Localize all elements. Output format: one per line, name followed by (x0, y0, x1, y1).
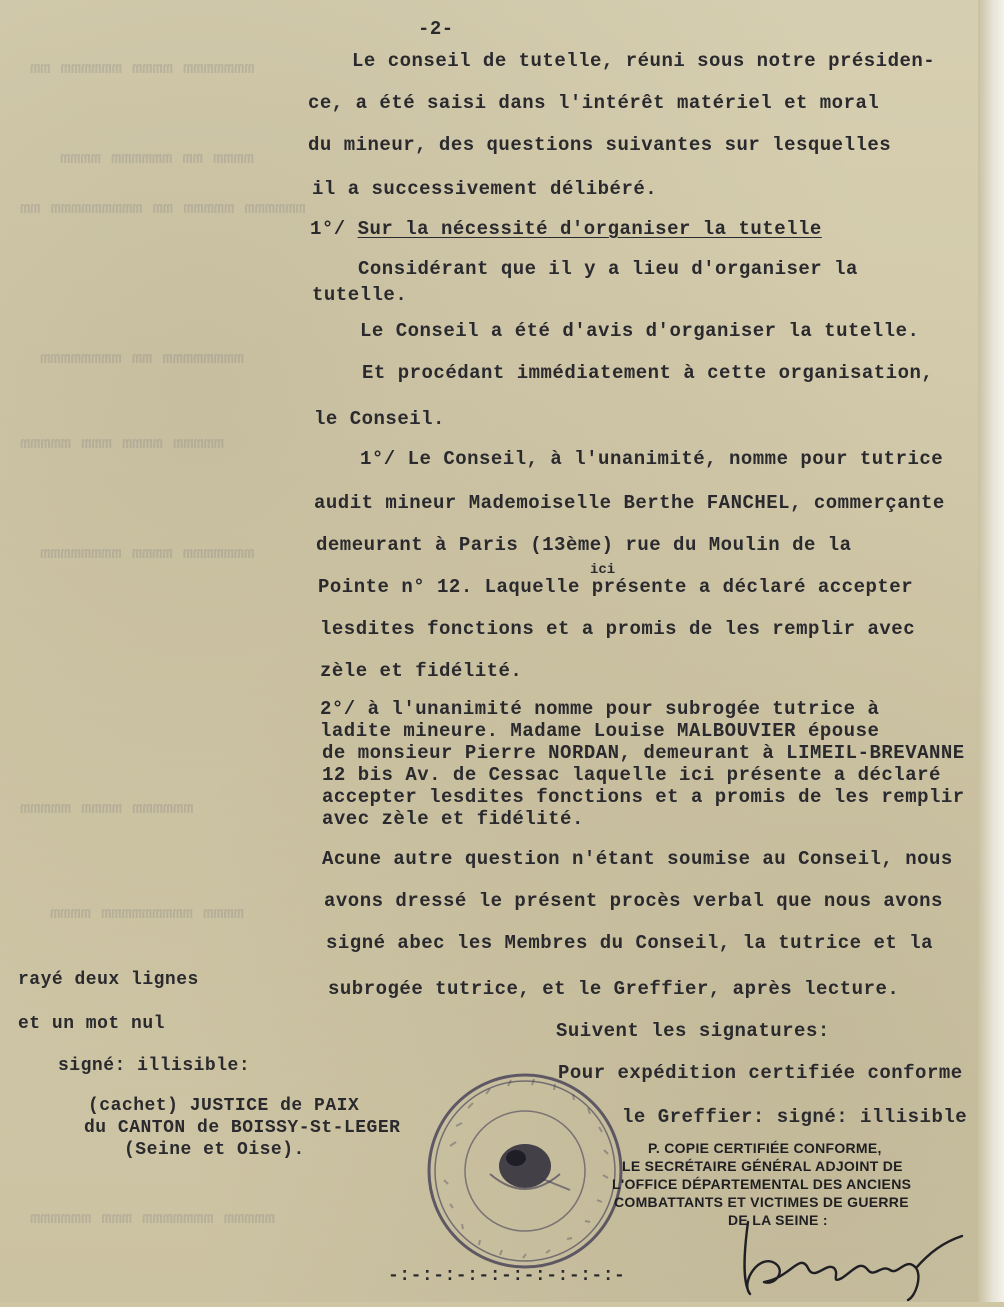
subrogee-line-6: avec zèle et fidélité. (322, 808, 584, 830)
intro-line-3: du mineur, des questions suivantes sur lesquelles (308, 134, 892, 156)
closing-line-3: signé abec les Membres du Conseil, la tutrice et la (326, 932, 933, 954)
cert-line-3: L'OFFICE DÉPARTEMENTAL DES ANCIENS (612, 1176, 912, 1192)
subrogee-line-5: accepter lesdites fonctions et a promis de les remplir (322, 786, 965, 808)
cachet-line-1: (cachet) JUSTICE de PAIX (88, 1096, 360, 1116)
tutrice-line-6: zèle et fidélité. (320, 660, 523, 682)
cert-line-1: P. COPIE CERTIFIÉE CONFORME, (648, 1140, 882, 1156)
tutrice-line-2: audit mineur Mademoiselle Berthe FANCHEL, commerçante (314, 492, 945, 514)
section-heading (310, 218, 822, 240)
avis-line: Le Conseil a été d'avis d'organiser la tutelle. (360, 320, 920, 342)
interlinear-insert: ici (590, 562, 616, 578)
subrogee-line-3: de monsieur Pierre NORDAN, demeurant à LIMEIL-BREVANNE (322, 742, 965, 764)
procedant-line-1: Et procédant immédiatement à cette organisation, (362, 362, 934, 384)
tutrice-line-5: lesdites fonctions et a promis de les remplir avec (320, 618, 916, 640)
intro-line-4: il a successivement délibéré. (312, 178, 658, 200)
subrogee-line-4: 12 bis Av. de Cessac laquelle ici présente a déclaré (322, 764, 941, 786)
closing-line-1: Acune autre question n'étant soumise au Conseil, nous (322, 848, 953, 870)
official-seal-stamp (420, 1066, 630, 1276)
considerant-line-1: Considérant que il y a lieu d'organiser la (358, 258, 858, 280)
section-number: 1°/ (310, 218, 346, 240)
subrogee-line-1: 2°/ à l'unanimité nomme pour subrogée tutrice à (320, 698, 880, 720)
expedition-line-2: le Greffier: signé: illisible (622, 1106, 968, 1128)
page-number: -2- (418, 18, 454, 40)
cert-line-5: DE LA SEINE : (728, 1212, 828, 1228)
tutrice-line-3: demeurant à Paris (13ème) rue du Moulin de la (316, 534, 852, 556)
margin-raye-2: et un mot nul (18, 1014, 165, 1034)
cachet-line-2: du CANTON de BOISSY-St-LEGER (84, 1118, 401, 1138)
margin-raye-1: rayé deux lignes (18, 970, 199, 990)
cachet-line-3: (Seine et Oise). (124, 1140, 305, 1160)
procedant-line-2: le Conseil. (314, 408, 445, 430)
margin-signe: signé: illisible: (58, 1056, 251, 1076)
cert-line-2: LE SECRÉTAIRE GÉNÉRAL ADJOINT DE (622, 1158, 903, 1174)
expedition-line-1: Pour expédition certifiée conforme (558, 1062, 963, 1084)
intro-line-1: Le conseil de tutelle, réuni sous notre présiden- (352, 50, 936, 72)
document-page: mmmmmmm mmmm mmmmmm mm mmmm mm mmmmmm mmmm mmmmmm mmmmm mm mmmmmmmmm mm mmmmmmmm mm mmmmmmmm mmmmm mmmm mmm mmmmm mmmmmmm mmmm mmmmmmmm mmmmmm mmmm mmmmm mmmm mmmmmmmmm mmmm mmmmm mmmmmmm mmm mmmmmm -2- Le conseil de tutelle, réuni sous notre présiden- ce, a été saisi dans l'intérêt matériel et moral du mineur, des questions suivantes sur lesquelles il a successivement délibéré. 1°/ Sur la nécessité d'organiser la tutelle Considérant que il y a lieu d'organiser la tutelle. Le Conseil a été d'avis d'organiser la tutelle. Et procédant immédiatement à cette organisation, le Conseil. 1°/ Le Conseil, à l'unanimité, nomme pour tutrice audit mineur Mademoiselle Berthe FANCHEL, commerçante demeurant à Paris (13ème) rue du Moulin de la ici Pointe n° 12. Laquelle présente a déclaré accepter lesdites fonctions et a promis de les remplir avec zèle et fidélité. 2°/ à l'unanimité nomme pour subrogée tutrice à ladite mineure. Madame Louise MALBOUVIER épouse de monsieur Pierre NORDAN, demeurant à LIMEIL-BREVANNE 12 bis Av. de Cessac laquelle ici présente a déclaré accepter lesdites fonctions et a promis de les remplir avec zèle et fidélité. Acune autre question n'étant soumise au Conseil, nous avons dressé le présent procès verbal que nous avons signé abec les Membres du Conseil, la tutrice et la subrogée tutrice, et le Greffier, après lecture. Suivent les signatures: Pour expédition certifiée conforme le Greffier: signé: illisible rayé deux lignes et un mot nul signé: illisible: (cachet) JUSTICE de PAIX du CANTON de BOISSY-St-LEGER (Seine et Oise). P. COPIE CERTIFIÉE CONFORME, LE SECRÉTAIRE GÉNÉRAL ADJOINT DE L'OFFICE DÉPARTEMENTAL DES ANCIENS COMBATTANTS ET VICTIMES DE GUERRE DE LA SEINE : -:-:-:-:-:-:-:-:-:-:- (0, 0, 1004, 1302)
closing-line-2: avons dressé le présent procès verbal que nous avons (324, 890, 943, 912)
footer-rule: -:-:-:-:-:-:-:-:-:-:- (388, 1266, 626, 1286)
section-title: Sur la nécessité d'organiser la tutelle (357, 218, 822, 240)
closing-line-4: subrogée tutrice, et le Greffier, après lecture. (328, 978, 900, 1000)
handwritten-signature (730, 1212, 980, 1302)
subrogee-line-2: ladite mineure. Madame Louise MALBOUVIER épouse (320, 720, 880, 742)
tutrice-line-1: 1°/ Le Conseil, à l'unanimité, nomme pour tutrice (360, 448, 944, 470)
considerant-line-2: tutelle. (312, 284, 408, 306)
signatures-follow: Suivent les signatures: (556, 1020, 830, 1042)
paper-edge (978, 0, 1004, 1302)
cert-line-4: COMBATTANTS ET VICTIMES DE GUERRE (614, 1194, 909, 1210)
intro-line-2: ce, a été saisi dans l'intérêt matériel et moral (308, 92, 880, 114)
tutrice-line-4: Pointe n° 12. Laquelle présente a déclaré accepter (318, 576, 914, 598)
